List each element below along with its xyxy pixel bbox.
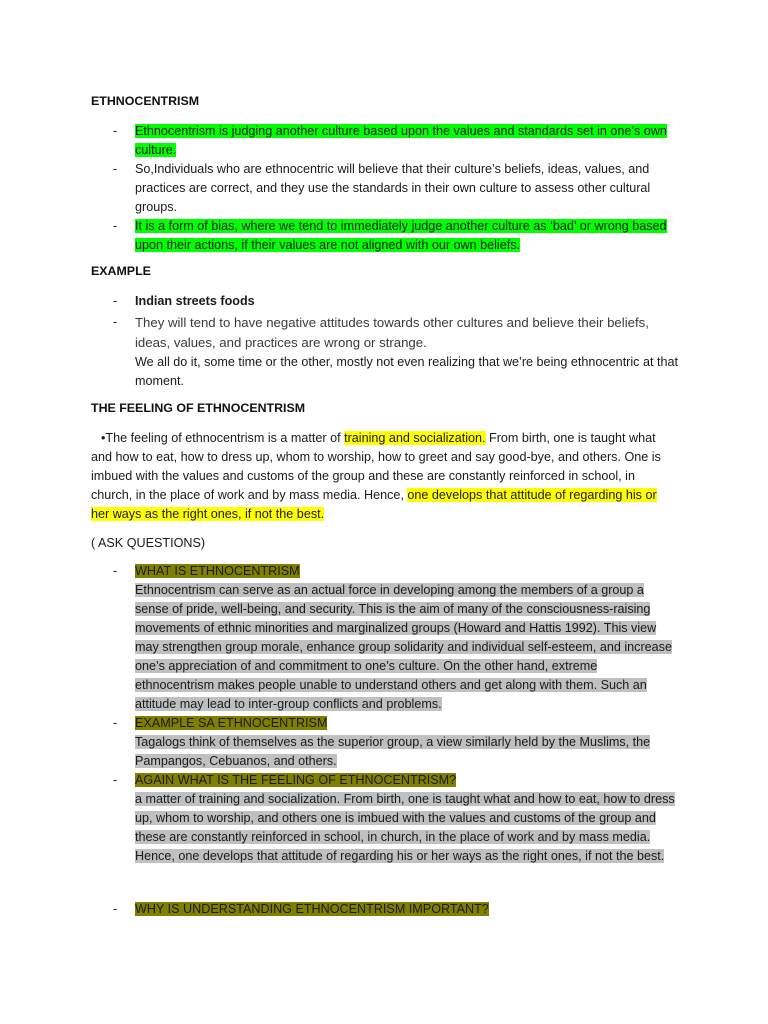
highlighted-text: It is a form of bias, where we tend to immediately judge another culture as ‘bad’ or wrong based upon their actions, if their values are not aligned with our own beliefs. (135, 219, 667, 252)
highlighted-text: one develops that attitude of regarding his or her ways as the right ones, if not the best. (91, 488, 657, 521)
ask-questions-label: ( ASK QUESTIONS) (91, 536, 206, 550)
example-list (113, 292, 679, 391)
question-item: - WHAT IS ETHNOCENTRISM (113, 564, 300, 578)
highlighted-text: Ethnocentrism is judging another culture based upon the values and standards set in one’s own culture. (135, 124, 667, 157)
answer-text: Ethnocentrism can serve as an actual force in developing among the members of a group a sense of pride, well-being, and security. This is the aim of many of the consciousness-raising movements of ethnic minorities and marginalized groups (Howard and Hattis 1992). This view may strengthen group morale, enhance group solidarity and individual self-esteem, and increase one’s appreciation of and commitment to one’s culture. On the other hand, extreme ethnocentrism makes people unable to understand others and get along with them. Such an attitude may lead to inter-group conflicts and problems. (135, 583, 672, 711)
question-text: AGAIN WHAT IS THE FEELING OF ETHNOCENTRISM? (135, 773, 457, 787)
answer-text: a matter of training and socialization. From birth, one is taught what and how to eat, how to dress up, whom to worship, and others one is imbued with the values and customs of the group and these are constantly reinforced in school, in church, in the place of work and by mass media. Hence, one develops that attitude of regarding his or her ways as the right ones, if not the best. (135, 792, 675, 863)
example-item-continuation: We all do it, some time or the other, mostly not even realizing that we’re being ethnocentric at that moment. (135, 355, 678, 388)
example-item-text: They will tend to have negative attitudes towards other cultures and believe their beliefs, ideas, values, and practices are wrong or strange. (135, 315, 649, 350)
example-item-title: Indian streets foods (135, 294, 255, 308)
heading-feeling: THE FEELING OF ETHNOCENTRISM (91, 401, 306, 415)
question-text: EXAMPLE SA ETHNOCENTRISM (135, 716, 328, 730)
definition-list (113, 122, 679, 255)
feeling-paragraph: •The feeling of ethnocentrism is a matter of training and socialization. From birth, one is taught what and how to eat, how to dress up, whom to worship, how to greet and say good-bye, and others. One is imbued with the values and customs of the group and these are constantly reinforced in school, in church, in the place of work and by mass media. Hence, one develops that attitude of regarding his or her ways as the right ones, if not the best. (91, 431, 661, 521)
list-item: - Indian streets foods (113, 294, 255, 308)
final-question-list (113, 900, 679, 919)
heading-example: EXAMPLE (91, 264, 151, 278)
list-item: - It is a form of bias, where we tend to immediately judge another culture as ‘bad’ or wrong based upon their actions, if their values are not aligned with our own beliefs. (113, 219, 667, 252)
question-text: WHY IS UNDERSTANDING ETHNOCENTRISM IMPORTANT? (135, 902, 489, 916)
list-item: - Ethnocentrism is judging another culture based upon the values and standards set in one’s own culture. (113, 124, 667, 157)
question-item: - AGAIN WHAT IS THE FEELING OF ETHNOCENTRISM? (113, 773, 457, 787)
question-text: WHAT IS ETHNOCENTRISM (135, 564, 300, 578)
heading-ethnocentrism: ETHNOCENTRISM (91, 94, 200, 108)
highlighted-text: training and socialization. (344, 431, 486, 445)
list-item: - So,Individuals who are ethnocentric will believe that their culture’s beliefs, ideas, values, and practices are correct, and they use the standards in their own culture to assess other cultural groups. (113, 162, 651, 214)
list-item: - They will tend to have negative attitudes towards other cultures and believe their beliefs, ideas, values, and practices are wrong or strange. We all do it, some time or the other, mostly not even realizing that we’re being ethnocentric at that moment. (113, 315, 678, 388)
question-item: - WHY IS UNDERSTANDING ETHNOCENTRISM IMPORTANT? (113, 902, 489, 916)
answer-text: Tagalogs think of themselves as the superior group, a view similarly held by the Muslims, the Pampangos, Cebuanos, and others. (135, 735, 651, 768)
list-text: So,Individuals who are ethnocentric will believe that their culture’s beliefs, ideas, values, and practices are correct, and they use the standards in their own culture to assess other cultural groups. (135, 162, 651, 214)
questions-list (113, 562, 679, 866)
question-item: - EXAMPLE SA ETHNOCENTRISM (113, 716, 328, 730)
